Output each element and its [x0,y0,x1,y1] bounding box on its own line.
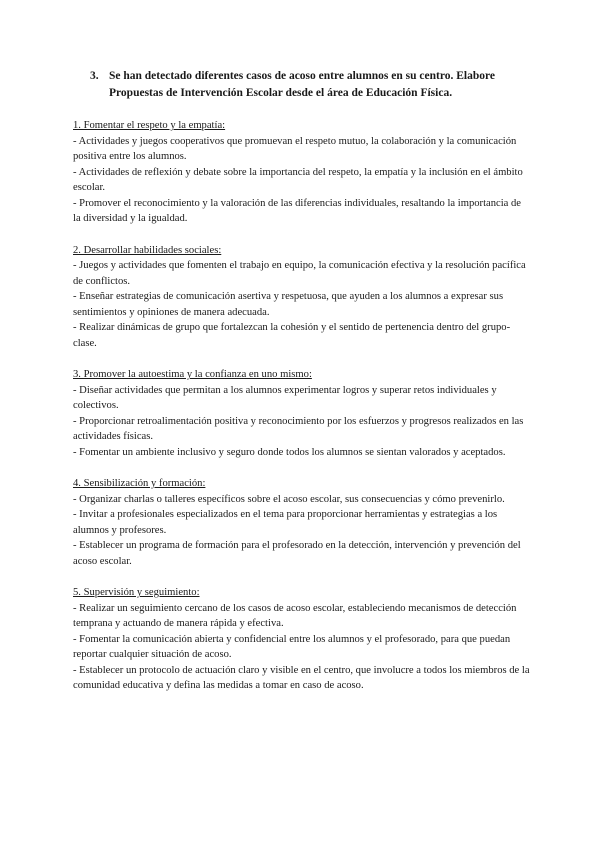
list-item: - Fomentar la comunicación abierta y confidencial entre los alumnos y el profesorado, para que puedan reportar cualquier situación de acoso. [73,633,511,660]
list-item: - Invitar a profesionales especializados en el tema para proporcionar herramientas y estrategias a los alumnos y profesores. [73,509,498,536]
list-item: - Establecer un protocolo de actuación claro y visible en el centro, que involucre a todos los miembros de la comunidad educativa y defina las medidas a tomar en caso de acoso. [73,664,530,691]
question-heading [90,68,510,102]
list-item: - Organizar charlas o talleres específicos sobre el acoso escolar, sus consecuencias y cómo prevenirlo. [73,493,505,505]
section-title: 3. Promover la autoestima y la confianza en uno mismo: [73,369,312,380]
list-item: - Proporcionar retroalimentación positiva y reconocimiento por los esfuerzos y progresos realizados en las actividades físicas. [73,415,524,442]
list-item: - Juegos y actividades que fomenten el trabajo en equipo, la comunicación efectiva y la resolución pacífica de conflictos. [73,260,526,287]
list-item: - Realizar dinámicas de grupo que fortalezcan la cohesión y el sentido de pertenencia dentro del grupo-clase. [73,322,511,349]
section-title: 2. Desarrollar habilidades sociales: [73,244,222,256]
list-item: - Actividades de reflexión y debate sobre la importancia del respeto, la empatía y la inclusión en el ámbito escolar. [73,166,523,193]
section-title: 5. Supervisión y seguimiento: [73,587,200,598]
section [73,476,531,569]
question-text: Se han detectado diferentes casos de acoso entre alumnos en su centro. Elabore Propuestas de Intervención Escolar desde el área de Educación Física. [109,70,495,99]
section [73,367,531,460]
list-item: - Diseñar actividades que permitan a los alumnos experimentar logros y superar retos individuales y colectivos. [73,384,497,411]
list-item: - Promover el reconocimiento y la valoración de las diferencias individuales, resaltando la importancia de la diversidad y la igualdad. [73,197,522,224]
list-item: - Fomentar un ambiente inclusivo y seguro donde todos los alumnos se sientan valorados y aceptados. [73,446,506,458]
section [73,243,531,352]
question-number: 3. [90,70,99,82]
list-item: - Actividades y juegos cooperativos que promuevan el respeto mutuo, la colaboración y la comunicación positiva entre los alumnos. [73,135,517,162]
section [73,118,531,227]
section-title: 1. Fomentar el respeto y la empatía: [73,120,226,131]
section-title: 4. Sensibilización y formación: [73,478,206,489]
section [73,585,531,694]
list-item: - Establecer un programa de formación para el profesorado en la detección, intervención y prevención del acoso escolar. [73,540,521,567]
list-item: - Enseñar estrategias de comunicación asertiva y respetuosa, que ayuden a los alumnos a expresar sus sentimientos y opiniones de manera adecuada. [73,291,504,318]
answer-body [73,118,531,710]
list-item: - Realizar un seguimiento cercano de los casos de acoso escolar, estableciendo mecanismos de detección temprana y actuando de manera rápida y efectiva. [73,602,517,629]
